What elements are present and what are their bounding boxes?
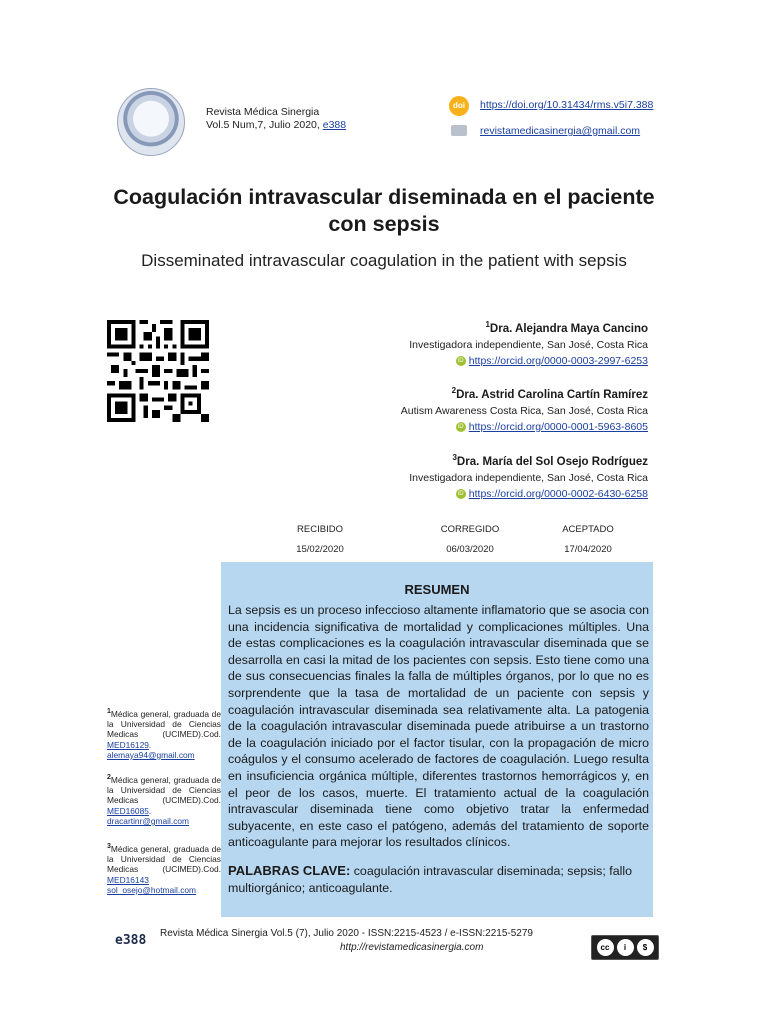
footnote-1: $^1$Médica general, graduada de la Universidad de Ciencias Medicas (UCIMED).Cod. MED16129. alemaya94@gmail.com [107,708,221,760]
journal-logo [117,88,185,156]
footnote-3: $^3$Médica general, graduada de la Universidad de Ciencias Medicas (UCIMED).Cod. MED16143 sol_osejo@hotmail.com [107,843,221,895]
footnote-code-link[interactable]: MED16143 [107,874,149,885]
keywords-text: coagulación intravascular diseminada; sepsis; fallo multiorgánico; anticoagulante. [228,864,632,895]
email-link[interactable]: revistamedicasinergia@gmail.com [480,125,641,137]
date-accepted: ACEPTADO 17/04/2020 [562,524,614,555]
abstract-box [221,562,653,917]
abstract-text: La sepsis es un proceso infeccioso altamente inflamatorio que se asocia con una incidencia significativa de mortalidad y complicaciones múltiples. Una de estas complicaciones es la coagulación intravascular diseminada que se desarrolla en casi la mitad de los pacientes con sepsis. Esto tiene como una de sus consecuencias finales la falla de múltiples órganos, por lo que no es sorprendente que la tasa de mortalidad de un paciente con sepsis y coagulación intravascular diseminada sea relativamente alta. La patogenia de la coagulación intravascular diseminada puede atribuirse a un trastorno de la coagulación iniciado por el factor tisular, con la propagación de micro coágulos y el consumo acelerado de factores de coagulación. Luego resulta en insuficiencia orgánica múltiple, diferentes trastornos hemorrágicos y, en el peor de los casos, muerte. El tratamiento actual de la coagulación intravascular diseminada tiene como objetivo tratar la enfermedad subyacente, en este caso el patógeno, además del tratamiento de soporte anticoagulante para mejorar los resultados clínicos. [228,603,649,850]
keywords-label: PALABRAS CLAVE: [228,863,351,878]
orcid-icon: iD [456,422,466,432]
author-orcid [409,353,648,369]
author-2 [401,383,648,435]
footer-url: http://revistamedicasinergia.com [340,942,484,953]
keywords [228,862,647,897]
author-name: $^1$Dra. Alejandra Maya Cancino [485,320,648,335]
volume-line [206,119,346,132]
journal-name: Revista Médica Sinergia [206,106,320,118]
orcid-icon: iD [456,356,466,366]
article-code-link[interactable]: e388 [322,119,347,131]
footnote-code-link[interactable]: MED16085 [107,805,149,816]
by-icon: i [617,939,634,956]
author-affiliation: Autism Awareness Costa Rica, San José, Costa Rica [400,404,648,417]
nc-icon: $ [637,939,654,956]
author-affiliation: Investigadora independiente, San José, Costa Rica [409,471,648,484]
article-title: Coagulación intravascular diseminada en el paciente con sepsis [113,185,655,236]
footnote-code-link[interactable]: MED16129 [107,739,149,750]
author-name: $^2$Dra. Astrid Carolina Cartín Ramírez [451,386,648,401]
page-number: e388 [115,933,147,948]
doi-icon: doi [449,96,469,116]
date-received: RECIBIDO 15/02/2020 [296,524,344,555]
author-3 [409,450,648,502]
footnote-email-link[interactable]: dracartinr@gmail.com [107,815,190,826]
footer-citation: Revista Médica Sinergia Vol.5 (7), Julio 2020 - ISSN:2215-4523 / e-ISSN:2215-5279 [160,928,533,939]
cc-icon: cc [597,939,614,956]
footnote-email-link[interactable]: sol_osejo@hotmail.com [107,884,197,895]
orcid-link[interactable]: https://orcid.org/0000-0001-5963-8605 [468,420,648,433]
author-1 [409,317,648,369]
mail-icon [451,125,467,136]
journal-info [206,106,346,132]
orcid-link[interactable]: https://orcid.org/0000-0002-6430-6258 [468,487,648,500]
doi-link[interactable]: https://doi.org/10.31434/rms.v5i7.388 [480,99,654,111]
article-subtitle: Disseminated intravascular coagulation in the patient with sepsis [141,251,627,270]
qr-code-icon [107,320,209,422]
author-name: $^3$Dra. María del Sol Osejo Rodríguez [452,453,648,468]
orcid-icon: iD [456,489,466,499]
cc-license-icon [591,935,659,960]
author-orcid [409,486,648,502]
volume-info: Vol.5 Num,7, Julio 2020, [206,119,323,131]
footnote-email-link[interactable]: alemaya94@gmail.com [107,749,195,760]
date-corrected: CORREGIDO 06/03/2020 [440,524,500,555]
footnote-2: $^2$Médica general, graduada de la Universidad de Ciencias Medicas (UCIMED).Cod. MED16085. dracartinr@gmail.com [107,774,221,826]
author-orcid [401,419,648,435]
abstract-heading: RESUMEN [404,582,470,597]
author-affiliation: Investigadora independiente, San José, Costa Rica [409,338,648,351]
orcid-link[interactable]: https://orcid.org/0000-0003-2997-6253 [468,354,648,367]
